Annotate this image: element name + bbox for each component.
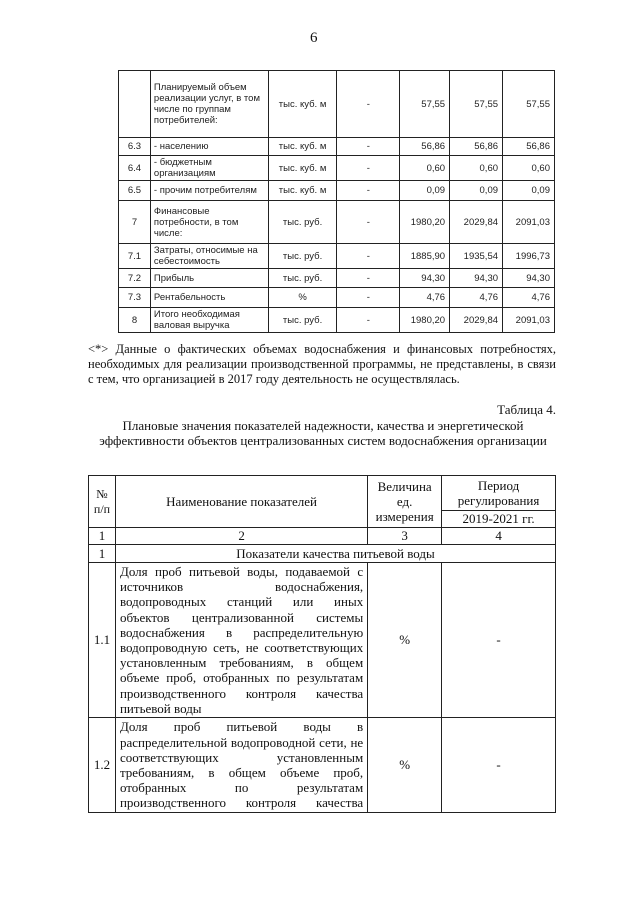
cell-name: Планируемый объем реализации услуг, в том числе по группам потребителей: <box>150 71 268 138</box>
cell-v2019: 56,86 <box>400 138 450 156</box>
cell-num: 6.5 <box>119 181 151 201</box>
cell-unit: тыс. куб. м <box>268 156 337 181</box>
cell-v2020: 1935,54 <box>450 244 503 269</box>
table-4 <box>88 475 556 813</box>
table-row <box>89 563 556 718</box>
cell-name: Итого необходимая валовая выручка <box>150 308 268 333</box>
cell-v2021: 2091,03 <box>503 308 555 333</box>
cell-fact: - <box>337 156 400 181</box>
row-name <box>115 563 367 718</box>
cell-v2021: 2091,03 <box>503 201 555 244</box>
cell-v2020: 0,09 <box>450 181 503 201</box>
cell-num: 6.4 <box>119 156 151 181</box>
table-row <box>119 201 555 244</box>
row-unit: % <box>368 563 442 718</box>
cell-unit: тыс. куб. м <box>268 181 337 201</box>
header-unit: Величина ед. измерения <box>368 476 442 528</box>
cell-num: 7.2 <box>119 269 151 288</box>
header-num: № п/п <box>89 476 116 528</box>
cell-v2021: 0,09 <box>503 181 555 201</box>
cell-v2021: 4,76 <box>503 288 555 308</box>
header-period: Период регулирования <box>442 476 556 511</box>
cell-fact: - <box>337 244 400 269</box>
cell-v2019: 0,09 <box>400 181 450 201</box>
table-row <box>119 138 555 156</box>
cell-v2021: 56,86 <box>503 138 555 156</box>
table-row <box>119 181 555 201</box>
table-row <box>119 156 555 181</box>
cell-v2019: 0,60 <box>400 156 450 181</box>
cell-unit: тыс. руб. <box>268 201 337 244</box>
cell-name: - бюджетным организациям <box>150 156 268 181</box>
table-3-continuation <box>118 70 555 333</box>
cell-num: 6.3 <box>119 138 151 156</box>
header-name: Наименование показателей <box>115 476 367 528</box>
table-row <box>119 269 555 288</box>
row-value: - <box>442 718 556 813</box>
cell-unit: тыс. куб. м <box>268 71 337 138</box>
cell-fact: - <box>337 138 400 156</box>
row-num: 1.2 <box>89 718 116 813</box>
cell-fact: - <box>337 269 400 288</box>
cell-name: Финансовые потребности, в том числе: <box>150 201 268 244</box>
table-row <box>119 308 555 333</box>
section-title: Показатели качества питьевой воды <box>115 545 555 563</box>
cell-v2021: 94,30 <box>503 269 555 288</box>
header-period-years: 2019-2021 гг. <box>442 511 556 528</box>
cell-v2019: 94,30 <box>400 269 450 288</box>
cell-name: Затраты, относимые на себестоимость <box>150 244 268 269</box>
cell-v2021: 1996,73 <box>503 244 555 269</box>
table-title-line1: Плановые значения показателей надежности, качества и энергетической <box>122 418 524 433</box>
cell-v2019: 4,76 <box>400 288 450 308</box>
cell-name: - населению <box>150 138 268 156</box>
cell-v2019: 1885,90 <box>400 244 450 269</box>
cell-v2020: 2029,84 <box>450 201 503 244</box>
table-row <box>89 718 556 813</box>
cell-fact: - <box>337 308 400 333</box>
cell-v2020: 2029,84 <box>450 308 503 333</box>
row-name <box>115 718 367 813</box>
cell-num: 7.3 <box>119 288 151 308</box>
col-number: 3 <box>368 528 442 545</box>
cell-num: 7.1 <box>119 244 151 269</box>
table-row <box>119 244 555 269</box>
row-name-text: Доля проб питьевой воды, подаваемой с источников водоснабжения, водопроводных станций или иных объектов централизованной системы водоснабжения в распределительную водопроводную сеть, не соответствующих установленным требованиям, в общем объеме проб, отобранных по результатам производственного контроля качества <box>119 564 364 701</box>
cell-v2020: 56,86 <box>450 138 503 156</box>
footnote: <*> Данные о фактических объемах водоснабжения и финансовых потребностях, необходимых для реализации производственной программы, не представлены, в связи с тем, что организацией в 2017 году деятельность не осуществлялась. <box>88 342 556 386</box>
cell-v2019: 1980,20 <box>400 201 450 244</box>
table-title-line2: эффективности объектов централизованных систем водоснабжения организации <box>99 433 547 448</box>
cell-unit: тыс. руб. <box>268 308 337 333</box>
table-row <box>119 288 555 308</box>
row-value: - <box>442 563 556 718</box>
row-unit: % <box>368 718 442 813</box>
cell-unit: тыс. руб. <box>268 269 337 288</box>
cell-unit: тыс. куб. м <box>268 138 337 156</box>
col-number: 4 <box>442 528 556 545</box>
cell-unit: % <box>268 288 337 308</box>
cell-num: 8 <box>119 308 151 333</box>
row-name-last: питьевой воды <box>119 700 202 716</box>
cell-name: - прочим потребителям <box>150 181 268 201</box>
col-number: 1 <box>89 528 116 545</box>
cell-num: 7 <box>119 201 151 244</box>
cell-num <box>119 71 151 138</box>
cell-fact: - <box>337 201 400 244</box>
row-num: 1.1 <box>89 563 116 718</box>
cell-fact: - <box>337 71 400 138</box>
cell-v2020: 57,55 <box>450 71 503 138</box>
cell-v2019: 57,55 <box>400 71 450 138</box>
cell-unit: тыс. руб. <box>268 244 337 269</box>
cell-v2020: 0,60 <box>450 156 503 181</box>
cell-fact: - <box>337 288 400 308</box>
row-name-text: Доля проб питьевой воды в распределительной водопроводной сети, не соответствующих установленным требованиям, в общем объеме проб, отобранных по результатам производственного контроля качества <box>119 719 364 811</box>
cell-v2020: 4,76 <box>450 288 503 308</box>
page-number: 6 <box>310 30 318 46</box>
table-label: Таблица 4. <box>497 402 556 417</box>
cell-name: Прибыль <box>150 269 268 288</box>
section-num: 1 <box>89 545 116 563</box>
table-row <box>119 71 555 138</box>
cell-v2020: 94,30 <box>450 269 503 288</box>
cell-fact: - <box>337 181 400 201</box>
cell-v2021: 57,55 <box>503 71 555 138</box>
cell-v2019: 1980,20 <box>400 308 450 333</box>
cell-name: Рентабельность <box>150 288 268 308</box>
cell-v2021: 0,60 <box>503 156 555 181</box>
col-number: 2 <box>115 528 367 545</box>
